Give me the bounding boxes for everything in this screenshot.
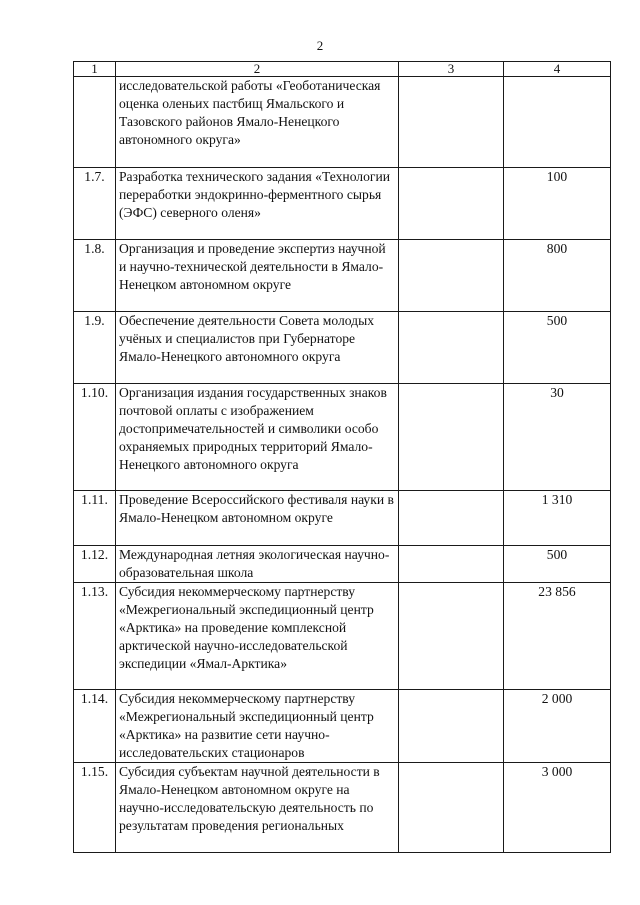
row-column-3 xyxy=(399,583,504,690)
column-header-1: 1 xyxy=(74,62,116,77)
row-description: Проведение Всероссийского фестиваля науки в Ямало-Ненецком автономном округе xyxy=(116,491,399,546)
row-description: Обеспечение деятельности Совета молодых учёных и специалистов при Губернаторе Ямало-Ненецкого автономного округа xyxy=(116,312,399,384)
budget-table xyxy=(73,61,611,853)
row-amount: 1 310 xyxy=(504,491,611,546)
row-column-3 xyxy=(399,168,504,240)
page-number: 2 xyxy=(316,38,324,53)
row-description: Организация издания государственных знаков почтовой оплаты с изображением достопримечательностей и символики особо охраняемых природных территорий Ямало-Ненецкого автономного округа xyxy=(116,384,399,491)
row-description: Разработка технического задания «Технологии переработки эндокринно-ферментного сырья (ЭФС) северного оленя» xyxy=(116,168,399,240)
table-header-row xyxy=(74,62,611,77)
row-amount: 2 000 xyxy=(504,690,611,763)
row-number: 1.9. xyxy=(74,312,116,384)
row-column-3 xyxy=(399,240,504,312)
row-number: 1.8. xyxy=(74,240,116,312)
column-header-2: 2 xyxy=(116,62,399,77)
row-column-3 xyxy=(399,690,504,763)
row-column-3 xyxy=(399,491,504,546)
row-column-3 xyxy=(399,763,504,853)
row-number xyxy=(74,77,116,168)
row-column-3 xyxy=(399,546,504,583)
table-row xyxy=(74,77,611,168)
table-row xyxy=(74,168,611,240)
row-column-3 xyxy=(399,384,504,491)
column-header-4: 4 xyxy=(504,62,611,77)
row-column-3 xyxy=(399,77,504,168)
row-amount: 500 xyxy=(504,546,611,583)
row-amount: 100 xyxy=(504,168,611,240)
row-description: Субсидия некоммерческому партнерству «Межрегиональный экспедиционный центр «Арктика» на развитие сети научно-исследовательских стационаров xyxy=(116,690,399,763)
row-description: Международная летняя экологическая научно-образовательная школа xyxy=(116,546,399,583)
row-description: Субсидия субъектам научной деятельности в Ямало-Ненецком автономном округе на научно-исследовательскую деятельность по результатам проведения региональных xyxy=(116,763,399,853)
table-row xyxy=(74,491,611,546)
table-row xyxy=(74,240,611,312)
table-row xyxy=(74,690,611,763)
row-description: Организация и проведение экспертиз научной и научно-технической деятельности в Ямало-Ненецком автономном округе xyxy=(116,240,399,312)
row-number: 1.10. xyxy=(74,384,116,491)
row-description: Субсидия некоммерческому партнерству «Межрегиональный экспедиционный центр «Арктика» на проведение комплексной арктической научно-исследовательской экспедиции «Ямал-Арктика» xyxy=(116,583,399,690)
row-description: исследовательской работы «Геоботаническая оценка оленьих пастбищ Ямальского и Тазовского районов Ямало-Ненецкого автономного округа» xyxy=(116,77,399,168)
row-number: 1.11. xyxy=(74,491,116,546)
row-column-3 xyxy=(399,312,504,384)
row-number: 1.7. xyxy=(74,168,116,240)
table-row xyxy=(74,312,611,384)
row-number: 1.13. xyxy=(74,583,116,690)
row-amount: 500 xyxy=(504,312,611,384)
table-row xyxy=(74,546,611,583)
row-amount: 800 xyxy=(504,240,611,312)
row-amount: 30 xyxy=(504,384,611,491)
row-amount xyxy=(504,77,611,168)
table-row xyxy=(74,583,611,690)
row-number: 1.14. xyxy=(74,690,116,763)
table-row xyxy=(74,384,611,491)
row-amount: 23 856 xyxy=(504,583,611,690)
table-row xyxy=(74,763,611,853)
row-amount: 3 000 xyxy=(504,763,611,853)
row-number: 1.15. xyxy=(74,763,116,853)
column-header-3: 3 xyxy=(399,62,504,77)
row-number: 1.12. xyxy=(74,546,116,583)
